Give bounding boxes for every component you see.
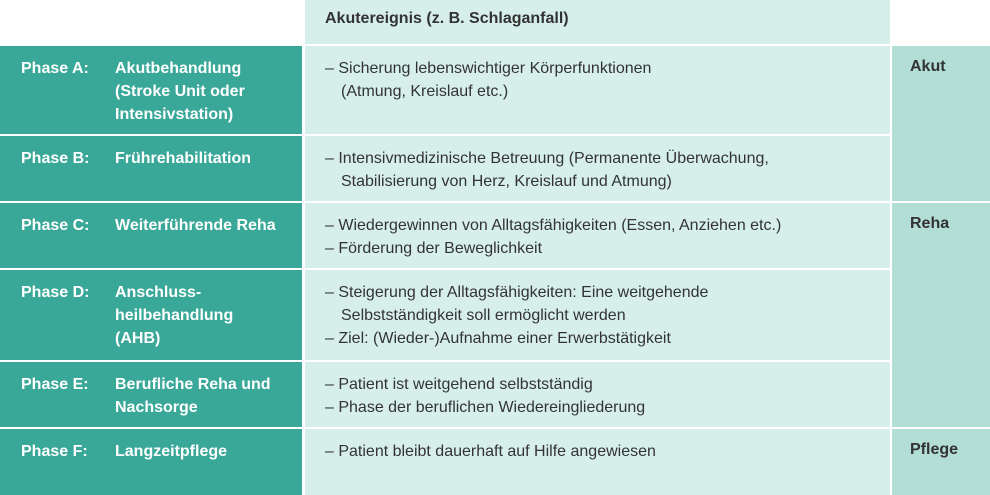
phase-code: Phase D: [21, 284, 90, 301]
phase-name: Frührehabilitation [115, 150, 251, 167]
phase-description [305, 429, 890, 495]
description-line: – Ziel: (Wieder-)Aufnahme einer Erwerbstätigkeit [325, 330, 671, 347]
phase-cell [0, 136, 302, 201]
phase-row-e [0, 362, 890, 427]
phase-description [305, 362, 890, 427]
phase-code: Phase B: [21, 150, 90, 167]
phase-row-a [0, 46, 890, 134]
phase-description [305, 46, 890, 134]
description-line: – Intensivmedizinische Betreuung (Permanente Überwachung, [325, 150, 769, 167]
phase-cell [0, 429, 302, 495]
phase-name: Berufliche Reha und Nachsorge [115, 376, 271, 416]
stage-akut [892, 46, 990, 201]
phase-name: Anschluss-heilbehandlung (AHB) [115, 284, 234, 347]
description-line: (Atmung, Kreislauf etc.) [341, 83, 509, 100]
phase-code: Phase E: [21, 376, 89, 393]
stage-pflege [892, 429, 990, 495]
phase-row-d [0, 270, 890, 360]
stage-label: Pflege [910, 441, 959, 458]
phase-name: Akutbehandlung (Stroke Unit oder Intensivstation) [115, 60, 245, 123]
description-line: Stabilisierung von Herz, Kreislauf und Atmung) [341, 173, 672, 190]
phase-description [305, 136, 890, 201]
description-line: – Phase der beruflichen Wiedereingliederung [325, 399, 646, 416]
phase-description [305, 203, 890, 268]
phase-cell [0, 46, 302, 134]
phase-code: Phase A: [21, 60, 89, 77]
phase-row-b [0, 136, 890, 201]
phase-name: Weiterführende Reha [115, 217, 276, 234]
phase-code: Phase F: [21, 443, 88, 460]
stage-label: Reha [910, 215, 950, 232]
description-line: – Patient ist weitgehend selbstständig [325, 376, 593, 393]
description-line: – Wiedergewinnen von Alltagsfähigkeiten (Essen, Anziehen etc.) [325, 217, 782, 234]
header-title: Akutereignis (z. B. Schlaganfall) [325, 10, 569, 27]
description-line: – Förderung der Beweglichkeit [325, 240, 543, 257]
phase-row-f [0, 429, 890, 495]
description-line: Selbstständigkeit soll ermöglicht werden [341, 307, 626, 324]
phase-cell [0, 203, 302, 268]
description-line: – Sicherung lebenswichtiger Körperfunktionen [325, 60, 652, 77]
description-line: – Patient bleibt dauerhaft auf Hilfe angewiesen [325, 443, 656, 460]
phase-row-c [0, 203, 890, 268]
phase-cell [0, 362, 302, 427]
table-header [305, 0, 890, 44]
description-line: – Steigerung der Alltagsfähigkeiten: Eine weitgehende [325, 284, 709, 301]
stage-reha [892, 203, 990, 427]
stage-label: Akut [910, 58, 946, 75]
phase-cell [0, 270, 302, 360]
phase-description [305, 270, 890, 360]
phase-code: Phase C: [21, 217, 90, 234]
phase-name: Langzeitpflege [115, 443, 228, 460]
